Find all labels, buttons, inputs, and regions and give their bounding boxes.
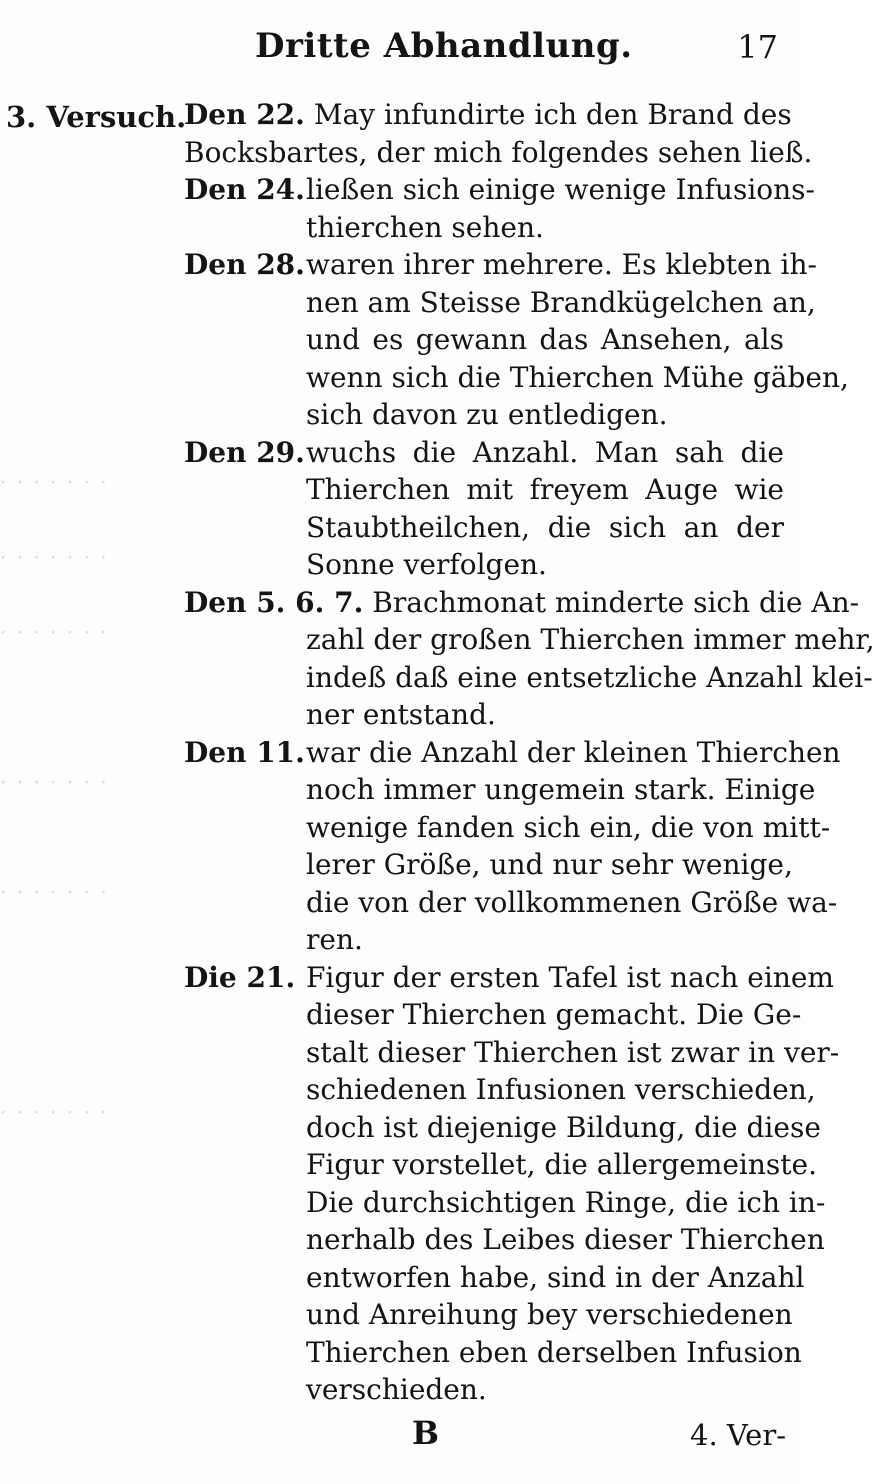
journal-entry [184, 584, 875, 734]
entry-text-line: entworfen habe, sind in der Anzahl [306, 1260, 805, 1294]
experiment-label: 3. Versuch. [6, 100, 187, 134]
entry-text-line: dieser Thierchen gemacht. Die Ge- [306, 998, 802, 1031]
journal-entries [184, 96, 875, 1409]
entry-text-line: May infundirte ich den Brand des [313, 98, 792, 131]
journal-entry [184, 246, 849, 434]
entry-text-line: und Anreihung bey verschiedenen [306, 1298, 793, 1331]
entry-date: Den 29. [184, 435, 305, 469]
entry-text-line: Bocksbartes, der mich folgendes sehen ließ. [184, 135, 813, 169]
bleed-through-mark: · · · · · · · [0, 770, 109, 794]
entry-text-line: ner entstand. [306, 698, 496, 731]
entry-text-line: schiedenen Infusionen verschieden, [306, 1073, 816, 1106]
entry-text-line: sich davon zu entledigen. [306, 398, 668, 431]
bleed-through-mark: · · · · · · · [0, 545, 109, 569]
entry-text-line: lerer Größe, und nur sehr wenige, [306, 848, 793, 881]
journal-entry [184, 434, 784, 584]
bleed-through-mark: · · · · · · · [0, 470, 109, 494]
entry-text-line: verschieden. [306, 1373, 487, 1406]
bleed-through-mark: · · · · · · · [0, 1100, 109, 1124]
entry-first-line [184, 584, 860, 622]
entry-text-line: wenn sich die Thierchen Mühe gäben, [306, 360, 849, 394]
entry-text-line: Figur vorstellet, die allergemeinste. [306, 1148, 818, 1181]
page-number: 17 [737, 28, 778, 66]
entry-text-line: Staubtheilchen, die sich an der [306, 510, 784, 544]
entry-text-line: ren. [306, 923, 363, 956]
entry-text-line: ließen sich einige wenige Infusions- [306, 173, 815, 206]
journal-entry [184, 734, 841, 959]
journal-entry [184, 959, 840, 1409]
entry-text-line: wuchs die Anzahl. Man sah die [306, 435, 784, 469]
entry-text-line: wenige fanden sich ein, die von mitt- [306, 810, 831, 844]
running-title: Dritte Abhandlung. [255, 26, 633, 66]
entry-date: Den 24. [184, 173, 305, 206]
bleed-through-mark: · · · · · · · [0, 880, 109, 904]
entry-text-line: nerhalb des Leibes dieser Thierchen [306, 1223, 825, 1256]
entry-first-line [184, 96, 792, 134]
entry-text-line: Thierchen mit freyem Auge wie [306, 473, 784, 506]
entry-date: Den 5. 6. 7. [184, 585, 364, 619]
entry-date: Die 21. [184, 960, 296, 994]
entry-text-line: Thierchen eben derselben Infusion [306, 1335, 802, 1369]
journal-entry [184, 96, 813, 171]
entry-date: Den 22. [184, 98, 305, 131]
entry-text-line: indeß daß eine entsetzliche Anzahl klei- [306, 660, 873, 694]
entry-text-line: die von der vollkommenen Größe wa- [306, 885, 838, 919]
entry-text-line: doch ist diejenige Bildung, die diese [306, 1110, 821, 1144]
entry-text-line: Sonne verfolgen. [306, 548, 547, 581]
entry-text-line: noch immer ungemein stark. Einige [306, 773, 816, 806]
entry-text-line: Figur der ersten Tafel ist nach einem [306, 960, 834, 994]
entry-date: Den 11. [184, 735, 305, 769]
bleed-through-mark: · · · · · · · [0, 620, 109, 644]
entry-text-line: zahl der großen Thierchen immer mehr, [306, 623, 875, 656]
entry-text-line: waren ihrer mehrere. Es klebten ih- [306, 248, 817, 281]
entry-text-line: war die Anzahl der kleinen Thierchen [306, 735, 841, 769]
journal-entry [184, 171, 815, 246]
entry-text-line: und es gewann das Ansehen, als [306, 323, 784, 356]
entry-text-line: Die durchsichtigen Ringe, die ich in- [306, 1185, 826, 1219]
entry-text-line: Brachmonat minderte sich die An- [372, 585, 860, 619]
catchword: 4. Ver- [690, 1418, 786, 1452]
entry-text-line: stalt dieser Thierchen ist zwar in ver- [306, 1035, 840, 1069]
signature-mark: B [412, 1414, 440, 1452]
entry-text-line: thierchen sehen. [306, 210, 544, 244]
entry-date: Den 28. [184, 248, 305, 281]
entry-text-line: nen am Steisse Brandkügelchen an, [306, 285, 816, 319]
